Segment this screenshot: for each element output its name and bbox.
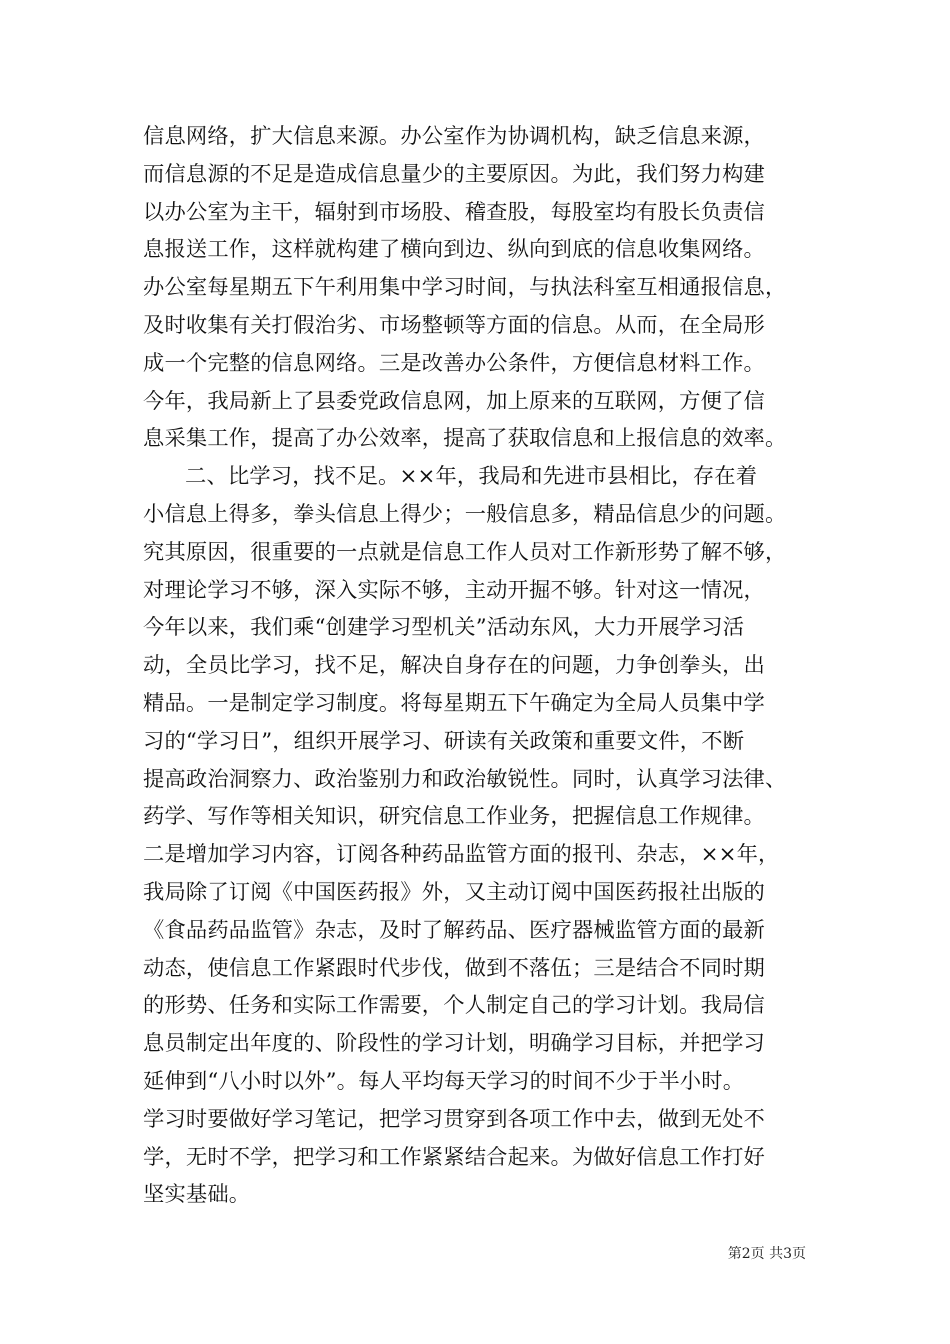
paragraph-start-line: 二、比学习，找不足。××年，我局和先进市县相比，存在着 [185,464,758,490]
text-line: 学，无时不学，把学习和工作紧紧结合起来。为做好信息工作打好 [143,1144,765,1170]
text-line: 而信息源的不足是造成信息量少的主要原因。为此，我们努力构建 [143,161,765,187]
page-number: 第2页 共3页 [727,1246,806,1262]
text-line: 二是增加学习内容，订阅各种药品监管方面的报刊、杂志，××年， [143,842,780,868]
text-line: 的形势、任务和实际工作需要，个人制定自己的学习计划。我局信 [143,993,765,1019]
text-line: 息采集工作，提高了办公效率，提高了获取信息和上报信息的效率。 [143,426,787,452]
text-line: 及时收集有关打假治劣、市场整顿等方面的信息。从而，在全局形 [143,312,765,338]
text-line: 办公室每星期五下午利用集中学习时间，与执法科室互相通报信息， [143,275,787,301]
text-line: 小信息上得多，拳头信息上得少；一般信息多，精品信息少的问题。 [143,501,787,527]
text-line: 药学、写作等相关知识，研究信息工作业务，把握信息工作规律。 [143,804,765,830]
text-line: 息员制定出年度的、阶段性的学习计划，明确学习目标，并把学习 [143,1031,765,1057]
body-text [143,118,833,1214]
text-line: 坚实基础。 [143,1182,251,1208]
text-line: 提高政治洞察力、政治鉴别力和政治敏锐性。同时，认真学习法律、 [143,766,787,792]
text-line: 学习时要做好学习笔记，把学习贯穿到各项工作中去，做到无处不 [143,1106,765,1132]
text-line: 以办公室为主干，辐射到市场股、稽查股，每股室均有股长负责信 [143,199,765,225]
text-line: 信息网络，扩大信息来源。办公室作为协调机构，缺乏信息来源， [143,124,765,149]
text-line: 延伸到“八小时以外”。每人平均每天学习的时间不少于半小时。 [143,1068,745,1094]
text-line: 习的“学习日”，组织开展学习、研读有关政策和重要文件，不断 [143,728,745,754]
text-line: 动，全员比学习，找不足，解决自身存在的问题，力争创拳头，出 [143,653,765,679]
text-line: 今年，我局新上了县委党政信息网，加上原来的互联网，方便了信 [143,388,765,414]
text-line: 精品。一是制定学习制度。将每星期五下午确定为全局人员集中学 [143,690,765,716]
text-line: 《食品药品监管》杂志，及时了解药品、医疗器械监管方面的最新 [143,917,765,943]
text-line: 今年以来，我们乘“创建学习型机关”活动东风，大力开展学习活 [143,615,745,641]
text-line: 成一个完整的信息网络。三是改善办公条件，方便信息材料工作。 [143,350,765,376]
text-line: 我局除了订阅《中国医药报》外，又主动订阅中国医药报社出版的 [143,879,765,905]
text-line: 对理论学习不够，深入实际不够，主动开掘不够。针对这一情况， [143,577,765,603]
text-line: 动态，使信息工作紧跟时代步伐，做到不落伍；三是结合不同时期 [143,955,765,981]
text-line: 息报送工作，这样就构建了横向到边、纵向到底的信息收集网络。 [143,237,765,263]
text-line: 究其原因，很重要的一点就是信息工作人员对工作新形势了解不够， [143,539,787,565]
